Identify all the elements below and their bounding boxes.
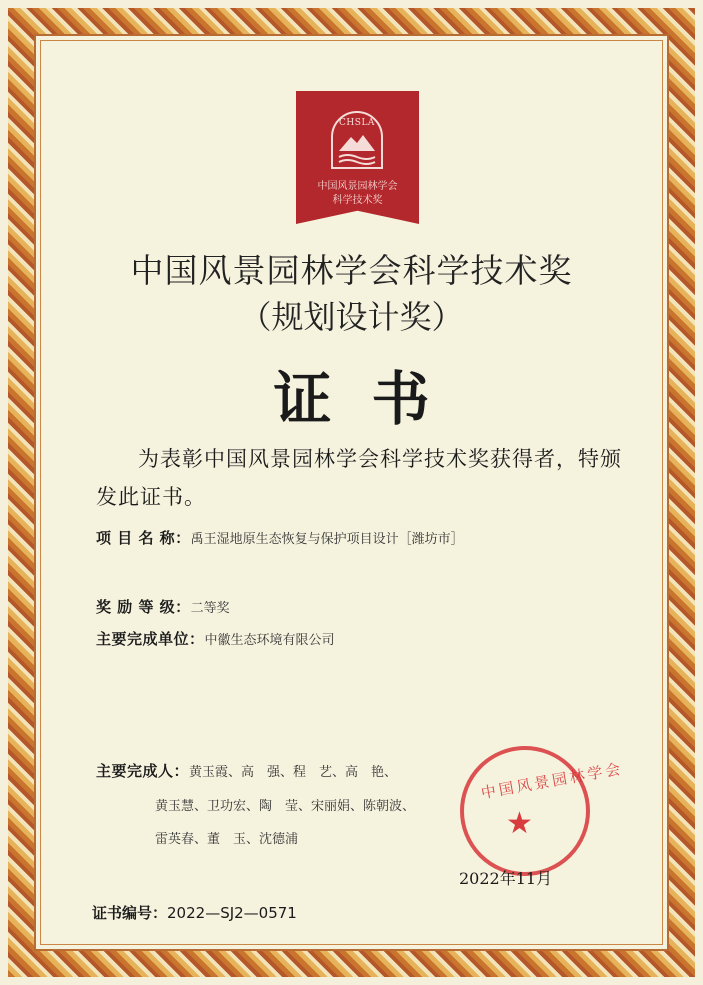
badge-award-name: 科学技术奖	[332, 195, 383, 206]
people-line-2: 黄玉慧、卫功宏、陶 莹、宋丽娟、陈朝波、	[155, 799, 416, 814]
certificate-number	[92, 902, 297, 923]
level-row	[96, 596, 230, 617]
project-label: 项 目 名 称：	[96, 529, 191, 547]
people-label: 主要完成人：	[96, 762, 190, 780]
issue-date: 2022年11月	[459, 869, 553, 888]
award-title: 中国风景园林学会科学技术奖	[130, 251, 573, 290]
badge-society-name: 中国风景园林学会	[317, 181, 398, 192]
unit-value: 中徽生态环境有限公司	[204, 633, 335, 648]
star-icon: ★	[506, 806, 533, 841]
intro-text: 为表彰中国风景园林学会科学技术奖获得者，特颁发此证书。	[96, 447, 622, 509]
people-row	[96, 760, 397, 781]
project-value: 禹王湿地原生态恢复与保护项目设计［潍坊市］	[190, 532, 464, 547]
badge-abbreviation: CHSLA	[339, 118, 375, 128]
people-line-1: 黄玉霞、高 强、程 艺、高 艳、	[189, 765, 398, 780]
cert-no-label: 证书编号：	[92, 904, 168, 922]
certificate-heading: 证书	[273, 365, 470, 433]
unit-label: 主要完成单位：	[96, 630, 205, 648]
level-label: 奖 励 等 级：	[96, 598, 191, 616]
cert-no-value: 2022—SJ2—0571	[167, 904, 297, 922]
people-line-3: 雷英春、董 玉、沈德浦	[155, 832, 299, 847]
award-subtitle: （规划设计奖）	[239, 298, 464, 336]
project-row	[96, 527, 464, 548]
unit-row	[96, 628, 335, 649]
seal-text: 中国风景园林学会	[479, 759, 625, 803]
level-value: 二等奖	[190, 601, 230, 616]
